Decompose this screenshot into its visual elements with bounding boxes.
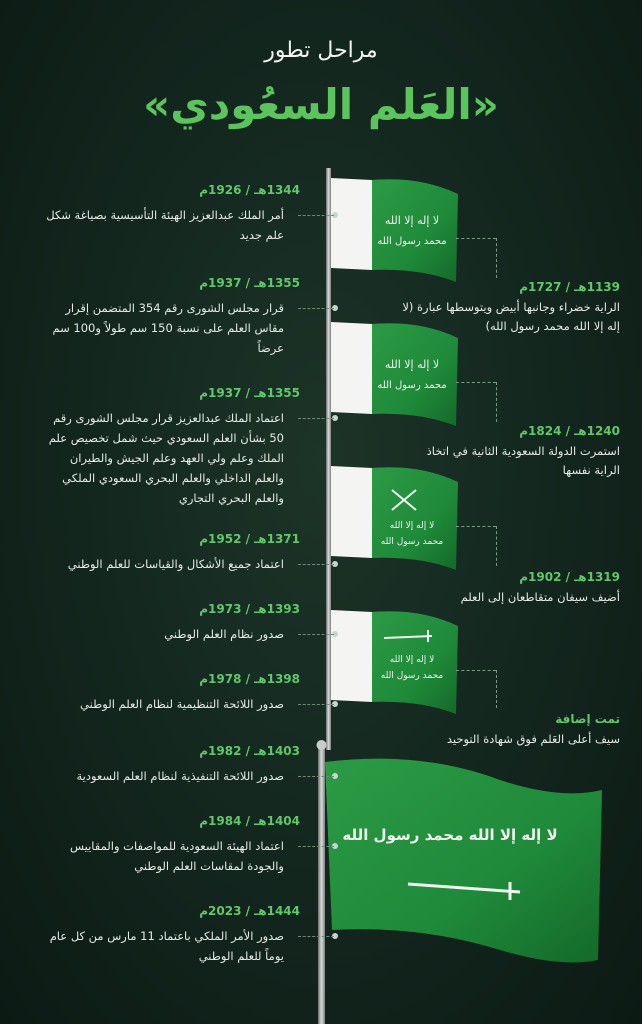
entry-description: استمرت الدولة السعودية الثانية في اتخاذ الراية نفسها <box>426 444 620 477</box>
entry-year: 1404هـ / 1984م <box>199 814 300 828</box>
timeline-entry-left <box>40 672 300 714</box>
connector-line <box>456 526 496 527</box>
flag-green-field <box>372 323 458 426</box>
entry-year: تمت إضافة <box>555 712 620 726</box>
entry-description: صدور الأمر الملكي باعتماد 11 مارس من كل عام يوماً للعلم الوطني <box>49 929 284 963</box>
flagpole <box>326 312 331 462</box>
timeline-entry-left <box>40 276 300 358</box>
entry-description: اعتماد الملك عبدالعزيز قرار مجلس الشورى رقم 50 بشأن العلم السعودي حيث شمل تخصيص علم الملك وعلم ولي العهد وعلم الجيش والطيران والعلم الداخلي والعلم البحري السعودي الملكي والعلم البحري التجاري <box>48 411 284 505</box>
flagpole <box>326 456 331 606</box>
timeline-connector <box>298 936 334 937</box>
entry-year: 1371هـ / 1952م <box>199 532 300 546</box>
timeline-connector <box>298 308 334 309</box>
flag-white-band <box>331 610 372 702</box>
flag-shahada-line1: لا إله إلا الله <box>384 214 440 227</box>
entry-year: 1444هـ / 2023م <box>199 904 300 918</box>
connector-line <box>496 670 497 708</box>
connector-line <box>456 382 496 383</box>
entry-year: 1319هـ / 1902م <box>519 570 620 584</box>
connector-line <box>496 238 497 278</box>
entry-year: 1355هـ / 1937م <box>199 386 300 400</box>
flag-shahada-line1: لا إله إلا الله <box>389 655 435 665</box>
flagpole <box>326 168 331 318</box>
timeline-entry-right <box>400 280 620 336</box>
connector-line <box>496 526 497 566</box>
timeline-connector <box>298 564 334 565</box>
timeline-connector <box>298 418 334 419</box>
timeline-connector <box>298 846 334 847</box>
timeline-entry-right <box>400 712 620 749</box>
timeline-entry-right <box>400 570 620 607</box>
timeline-connector <box>298 634 334 635</box>
flag-white-band <box>331 322 372 414</box>
timeline-entry-right <box>400 424 620 480</box>
infographic-subtitle: مراحل تطور <box>264 38 378 63</box>
flagpole <box>318 745 325 1024</box>
connector-line <box>496 382 497 422</box>
entry-description: أمر الملك عبدالعزيز الهيئة التأسيسية بصياغة شكل علم جديد <box>46 208 284 242</box>
entry-year: 1355هـ / 1937م <box>199 276 300 290</box>
entry-year: 1344هـ / 1926م <box>199 183 300 197</box>
flag-green-field <box>372 467 458 570</box>
flag-green-field <box>372 179 458 282</box>
entry-description: صدور نظام العلم الوطني <box>164 627 284 641</box>
flag-shahada-line1: لا إله إلا الله <box>384 358 440 371</box>
entry-year: 1240هـ / 1824م <box>519 424 620 438</box>
timeline-entry-left <box>40 602 300 644</box>
timeline-connector <box>298 776 334 777</box>
entry-description: اعتماد جميع الأشكال والقياسات للعلم الوطني <box>67 557 284 571</box>
entry-description: قرار مجلس الشورى رقم 354 المتضمن إقرار مقاس العلم على نسبة 150 سم طولاً و100 سم عرضاً <box>52 301 284 355</box>
flag-shahada: لا إله إلا الله محمد رسول الله <box>342 826 558 844</box>
flag-green-field <box>325 759 602 963</box>
entry-description: سيف أعلى العَلم فوق شهادة التوحيد <box>446 732 620 746</box>
entry-year: 1403هـ / 1982م <box>199 744 300 758</box>
timeline-entry-left <box>40 386 300 508</box>
flag-shahada-line2: محمد رسول الله <box>380 537 444 547</box>
timeline-entry-left <box>40 532 300 574</box>
timeline-connector <box>298 704 334 705</box>
flag-white-band <box>331 466 372 558</box>
entry-description: اعتماد الهيئة السعودية للمواصفات والمقاييس والجودة لمقاسات العلم الوطني <box>69 839 284 873</box>
infographic-title: «العَلم السعُودي» <box>143 80 499 129</box>
flag-shahada-line2: محمد رسول الله <box>380 671 444 681</box>
flag-white-band <box>331 178 372 270</box>
entry-description: صدور اللائحة التنظيمية لنظام العلم الوطني <box>80 697 284 711</box>
flag-current <box>317 740 603 1024</box>
timeline-entry-left <box>40 814 300 876</box>
flagpole <box>326 600 331 750</box>
flag-shahada-line2: محمد رسول الله <box>377 380 447 391</box>
flag-shahada-line1: لا إله إلا الله <box>389 521 435 531</box>
flag-shahada-line2: محمد رسول الله <box>377 236 447 247</box>
timeline-entry-left <box>40 183 300 245</box>
entry-year: 1398هـ / 1978م <box>199 672 300 686</box>
entry-description: أضيف سيفان متقاطعان إلى العلم <box>460 590 620 604</box>
connector-line <box>456 238 496 239</box>
timeline-entry-left <box>40 904 300 966</box>
entry-year: 1393هـ / 1973م <box>199 602 300 616</box>
flagpole-finial <box>317 740 327 750</box>
timeline-entry-left <box>40 744 300 786</box>
connector-line <box>456 670 496 671</box>
entry-description: الراية خضراء وجانبها أبيض ويتوسطها عبارة (لا إله إلا الله محمد رسول الله) <box>402 300 620 333</box>
entry-description: صدور اللائحة التنفيذية لنظام العلم السعودية <box>76 769 284 783</box>
timeline-connector <box>298 215 334 216</box>
entry-year: 1139هـ / 1727م <box>519 280 620 294</box>
